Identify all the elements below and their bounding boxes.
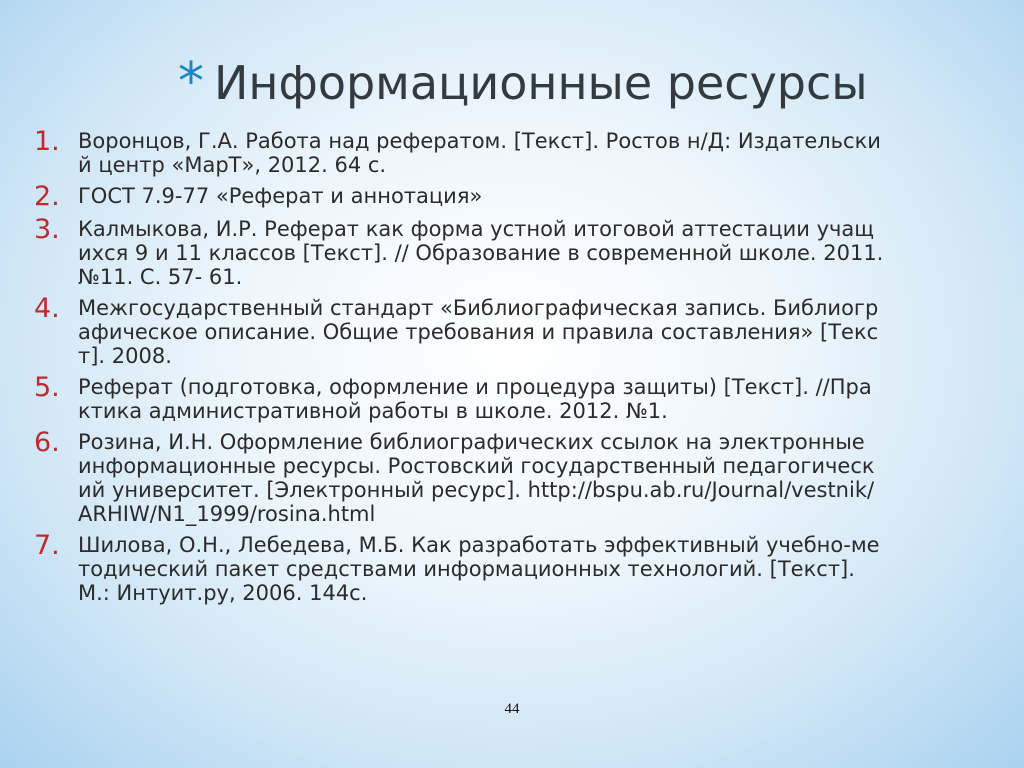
list-item — [34, 293, 884, 368]
item-number: 6. — [34, 427, 60, 458]
title-asterisk-icon: * — [178, 52, 204, 112]
reference-list — [34, 126, 884, 612]
item-number: 4. — [34, 293, 60, 324]
item-text: Межгосударственный стандарт «Библиографическая запись. Библиографическое описание. Общие требования и правила составления» [Текст]. 2008. — [78, 296, 879, 368]
item-text: Воронцов, Г.А. Работа над рефератом. [Текст]. Ростов н/Д: Издательский центр «МарТ», 2012. 64 с. — [78, 129, 881, 177]
list-item — [34, 126, 884, 177]
item-text: Шилова, О.Н., Лебедева, М.Б. Как разработать эффективный учебно-методический пакет средствами информационных технологий. [Текст]. М.: Интуит.ру, 2006. 144с. — [78, 533, 880, 605]
list-item — [34, 214, 884, 289]
item-number: 2. — [34, 181, 60, 212]
title-text: Информационные ресурсы — [214, 56, 868, 110]
item-text: Калмыкова, И.Р. Реферат как форма устной итоговой аттестации учащихся 9 и 11 классов [Текст]. // Образование в современной школе. 2011. №11. С. 57- 61. — [78, 217, 884, 289]
item-number: 7. — [34, 530, 60, 561]
list-item — [34, 427, 884, 526]
item-text: Розина, И.Н. Оформление библиографических ссылок на электронные информационные ресурсы. Ростовский государственный педагогический университет. [Электронный ресурс]. http://bspu.ab.ru/Journal/vestnik/ARHIW/N1_1999/rosina.html — [78, 430, 875, 526]
list-item — [34, 372, 884, 423]
item-text: ГОСТ 7.9-77 «Реферат и аннотация» — [78, 184, 483, 208]
item-text: Реферат (подготовка, оформление и процедура защиты) [Текст]. //Практика административной работы в школе. 2012. №1. — [78, 375, 872, 423]
list-item — [34, 181, 884, 212]
item-number: 3. — [34, 214, 60, 245]
item-number: 1. — [34, 126, 60, 157]
slide-title — [178, 50, 998, 120]
page-number: 44 — [504, 701, 520, 717]
list-item — [34, 530, 884, 605]
item-number: 5. — [34, 372, 60, 403]
